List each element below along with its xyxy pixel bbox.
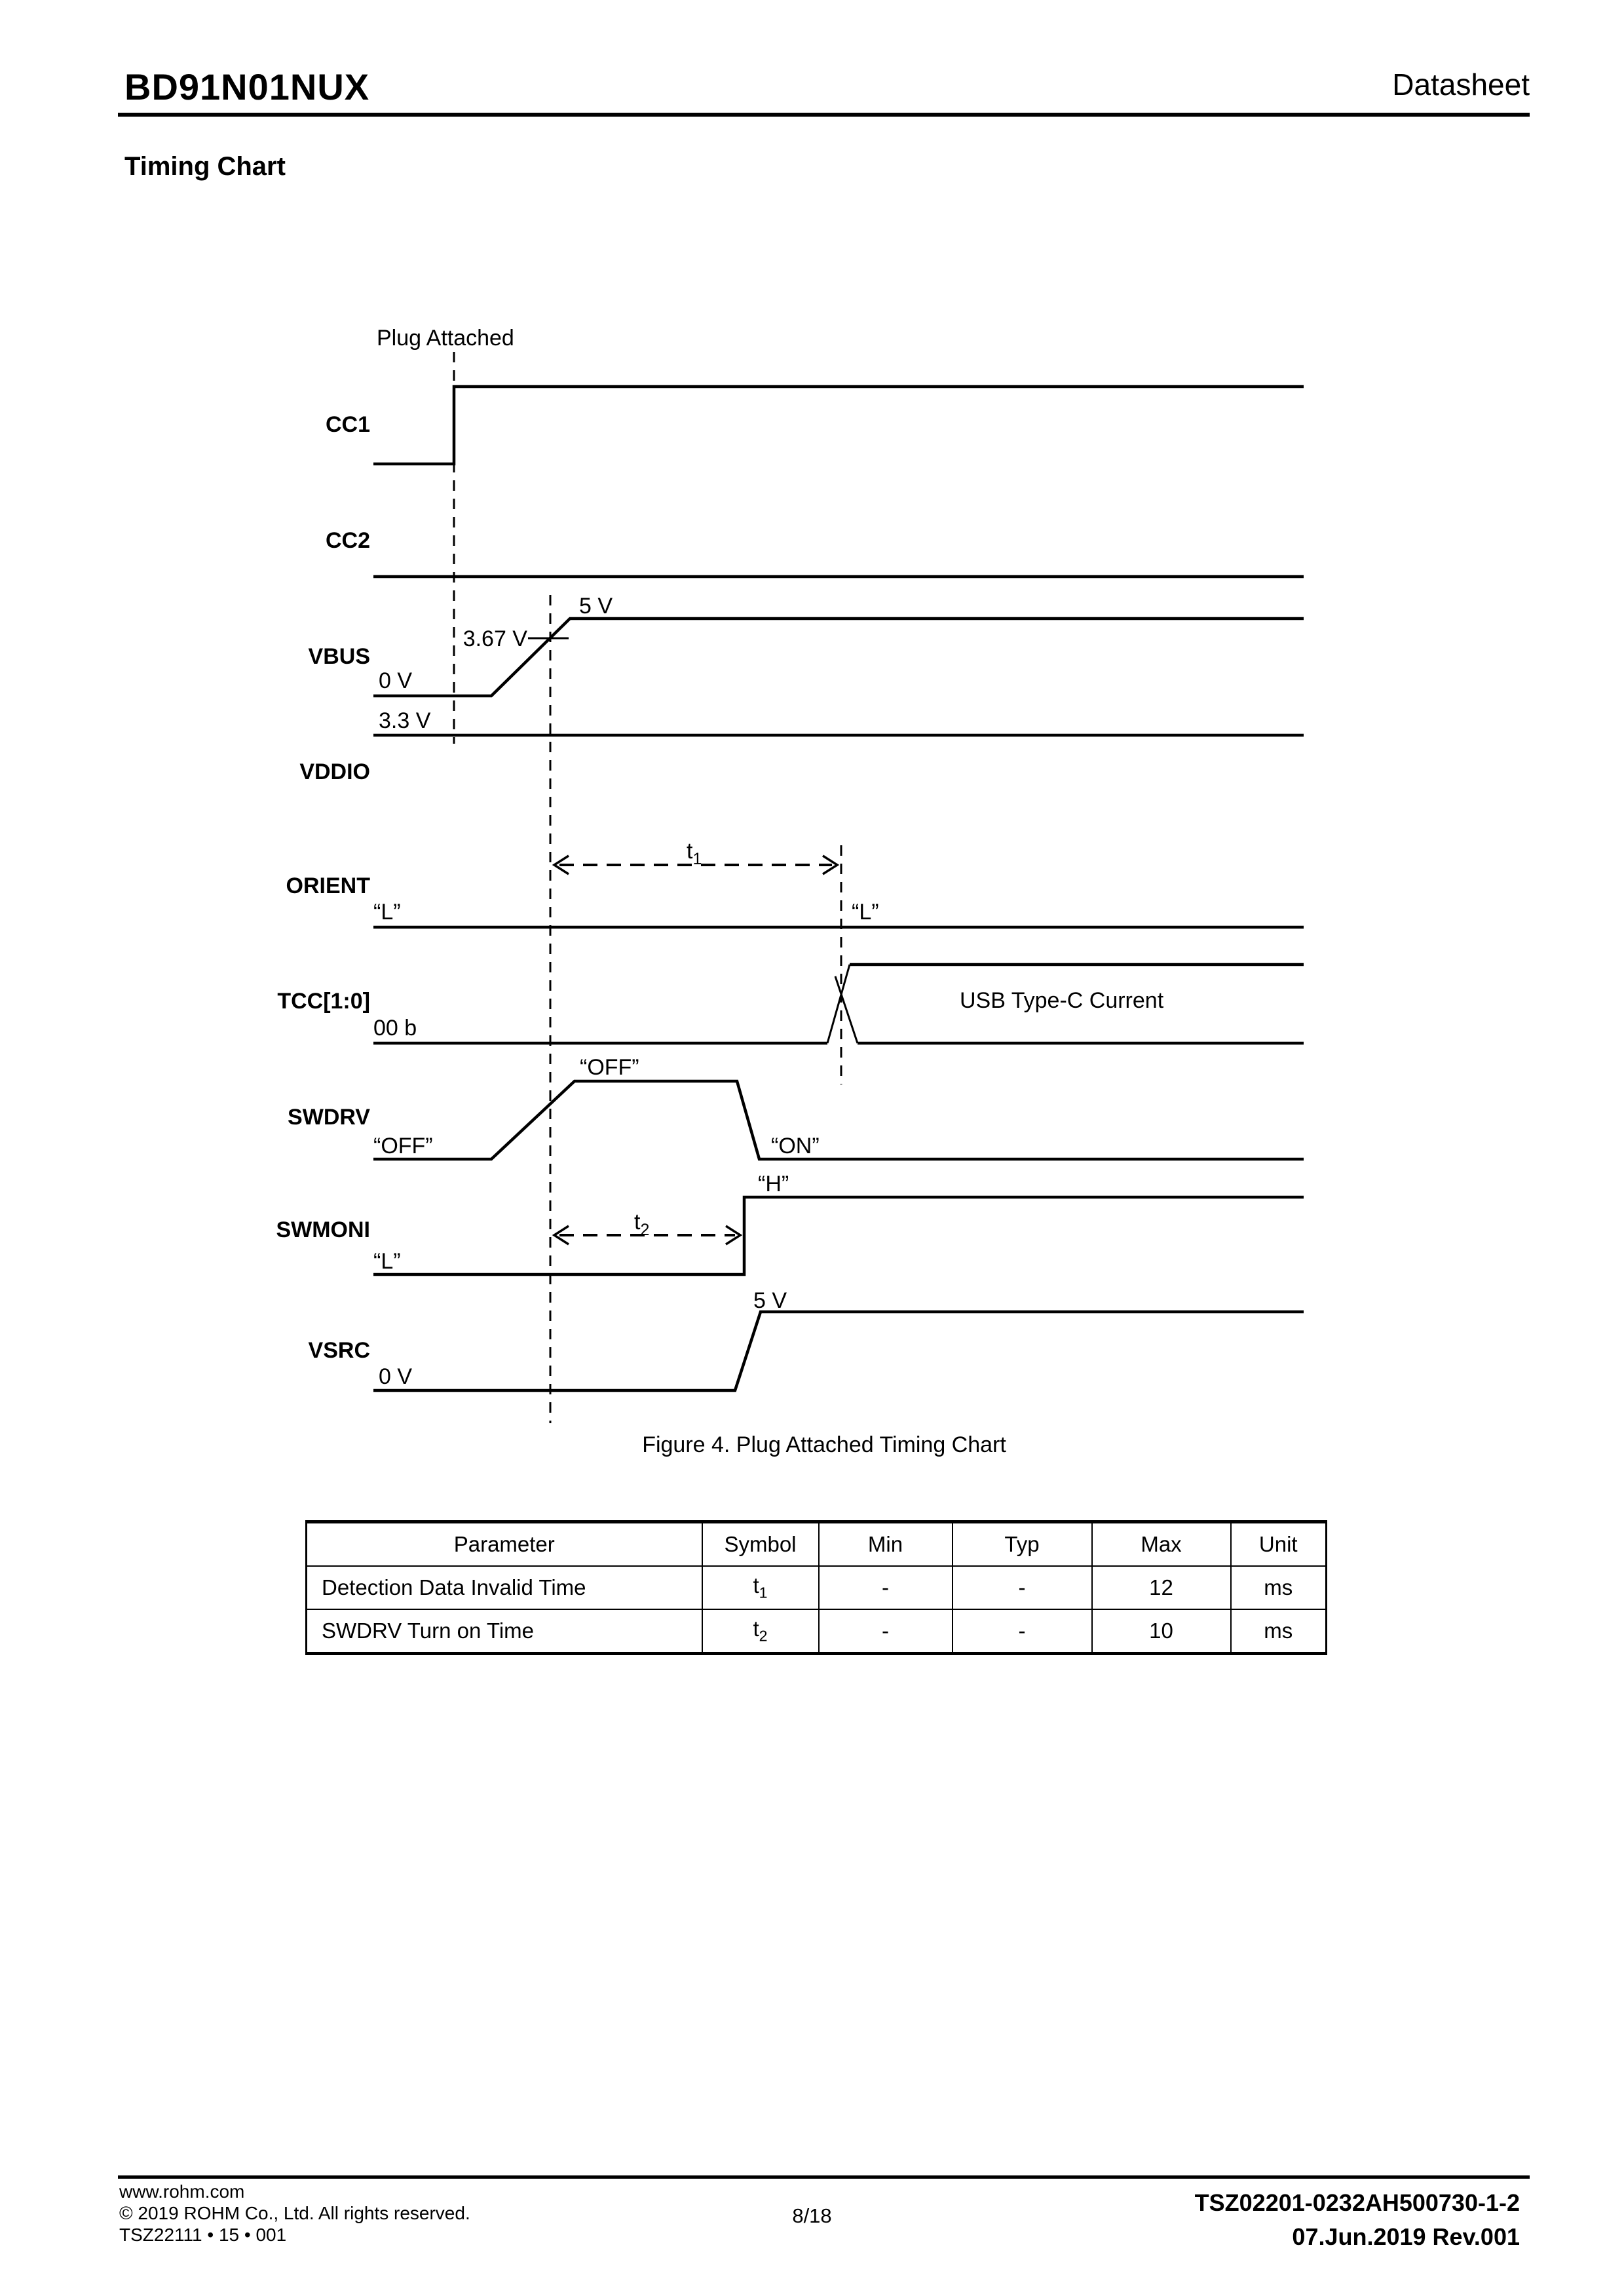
footer-ref-code: TSZ02201-0232AH500730-1-2	[1194, 2189, 1520, 2216]
table-row	[307, 1566, 1327, 1609]
document-type-label: Datasheet	[1392, 67, 1530, 102]
cell-typ: -	[953, 1609, 1092, 1654]
timing-parameters-table	[305, 1520, 1327, 1655]
signal-label-vsrc: VSRC	[308, 1338, 370, 1363]
cell-symbol	[702, 1609, 819, 1654]
footer-copyright: © 2019 ROHM Co., Ltd. All rights reserved.	[119, 2203, 470, 2223]
t1-label: $t_1$	[687, 839, 702, 868]
vbus-low-level-label: 0 V	[379, 668, 413, 693]
vsrc-low-level-label: 0 V	[379, 1364, 413, 1389]
orient-low-right-label: “L”	[852, 900, 879, 925]
table-row	[307, 1609, 1327, 1654]
table-body	[307, 1566, 1327, 1654]
cell-max: 12	[1092, 1566, 1231, 1609]
vddio-level-label: 3.3 V	[379, 708, 431, 733]
figure-caption: Figure 4. Plug Attached Timing Chart	[642, 1432, 1006, 1457]
swdrv-off-initial-label: “OFF”	[373, 1134, 433, 1158]
column-header-min: Min	[819, 1522, 953, 1567]
swdrv-off-pulse-label: “OFF”	[580, 1055, 639, 1080]
symbol-subscript: 1	[759, 1584, 768, 1601]
cell-symbol	[702, 1566, 819, 1609]
cell-parameter: Detection Data Invalid Time	[307, 1566, 702, 1609]
swdrv-on-label: “ON”	[771, 1134, 820, 1158]
footer-revision: 07.Jun.2019 Rev.001	[1292, 2223, 1520, 2250]
swmoni-low-label: “L”	[373, 1249, 401, 1274]
cell-typ: -	[953, 1566, 1092, 1609]
footer-doc-number: TSZ22111 • 15 • 001	[119, 2225, 287, 2245]
column-header-symbol: Symbol	[702, 1522, 819, 1567]
cell-max: 10	[1092, 1609, 1231, 1654]
table-header-row	[307, 1522, 1327, 1567]
symbol-subscript: 2	[759, 1627, 768, 1645]
orient-low-left-label: “L”	[373, 900, 401, 925]
tcc-final-value-label: USB Type-C Current	[960, 988, 1164, 1013]
cell-min: -	[819, 1566, 953, 1609]
signal-label-swdrv: SWDRV	[288, 1105, 370, 1130]
column-header-parameter: Parameter	[307, 1522, 702, 1567]
signal-label-tcc: TCC[1:0]	[277, 989, 370, 1014]
swdrv-trace	[373, 1081, 1304, 1159]
symbol-base: t	[753, 1573, 759, 1598]
footer-right-block	[1195, 2186, 1520, 2254]
part-number: BD91N01NUX	[124, 66, 370, 107]
signal-label-vbus: VBUS	[308, 644, 370, 669]
page-number: 8/18	[792, 2204, 832, 2227]
cell-unit: ms	[1231, 1609, 1327, 1654]
signal-label-swmoni: SWMONI	[276, 1217, 370, 1242]
tcc-rising-edge	[827, 965, 850, 1043]
plug-attached-label: Plug Attached	[377, 326, 514, 351]
vsrc-trace	[373, 1312, 1304, 1390]
column-header-unit: Unit	[1231, 1522, 1327, 1567]
column-header-max: Max	[1092, 1522, 1231, 1567]
cc1-trace	[373, 387, 1304, 464]
tcc-falling-edge	[835, 976, 858, 1043]
swmoni-trace	[373, 1197, 1304, 1274]
swmoni-high-label: “H”	[758, 1172, 789, 1196]
vbus-threshold-label: 3.67 V	[463, 626, 527, 651]
footer-website: www.rohm.com	[119, 2181, 245, 2202]
signal-label-cc1: CC1	[325, 412, 370, 437]
table-header	[307, 1522, 1327, 1567]
signal-label-cc2: CC2	[325, 528, 370, 553]
signal-label-vddio: VDDIO	[299, 759, 370, 784]
section-title: Timing Chart	[124, 152, 286, 181]
column-header-typ: Typ	[953, 1522, 1092, 1567]
footer-rule	[118, 2175, 1530, 2179]
vsrc-high-level-label: 5 V	[753, 1288, 787, 1313]
vbus-high-level-label: 5 V	[579, 594, 613, 619]
signal-label-orient: ORIENT	[286, 873, 370, 898]
cell-parameter: SWDRV Turn on Time	[307, 1609, 702, 1654]
t2-label: $t_2$	[634, 1210, 650, 1239]
tcc-initial-value-label: 00 b	[373, 1016, 417, 1041]
cell-unit: ms	[1231, 1566, 1327, 1609]
cell-min: -	[819, 1609, 953, 1654]
symbol-base: t	[753, 1617, 759, 1641]
